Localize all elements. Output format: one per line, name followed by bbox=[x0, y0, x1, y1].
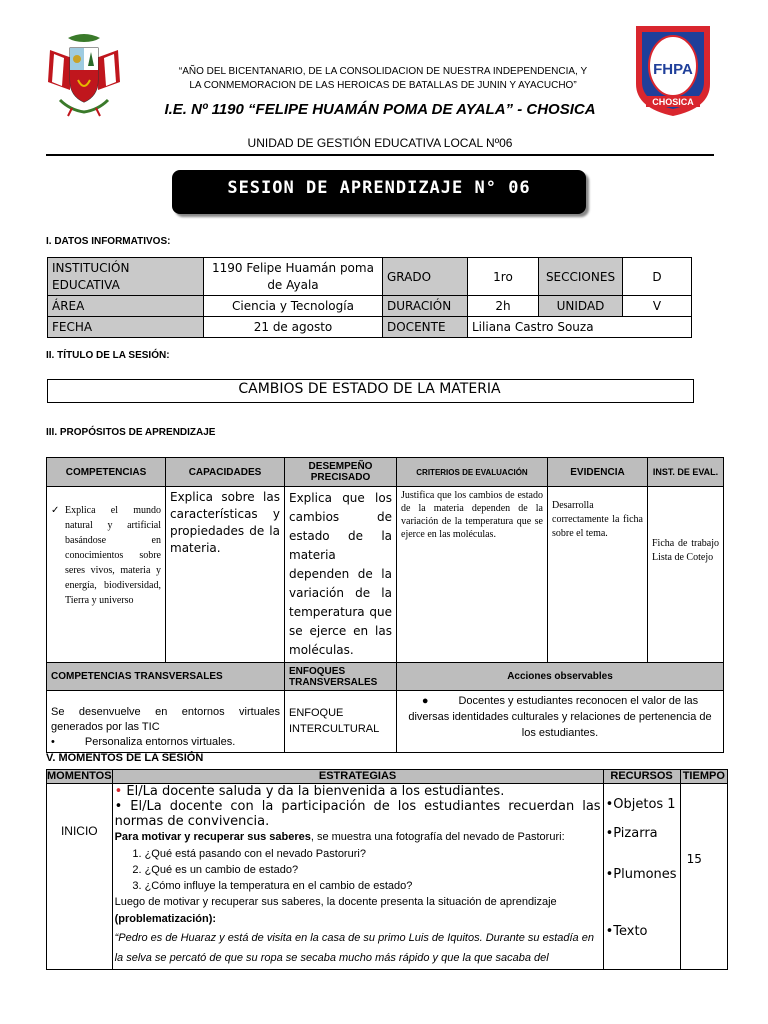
peru-coat-of-arms bbox=[42, 30, 126, 120]
header-enfoques-transversales: ENFOQUES TRANSVERSALES bbox=[285, 663, 397, 691]
header-momentos: MOMENTOS bbox=[47, 770, 112, 782]
criterio-text: Justifica que los cambios de estado de la materia dependen de la variación de la temperatura que se ejerce en las moléculas. bbox=[397, 487, 548, 663]
header-acciones-observables: Acciones observables bbox=[397, 663, 724, 691]
strategy-3: Para motivar y recuperar sus saberes, se muestra una fotografía del nevado de Pastoruri: bbox=[114, 831, 565, 843]
question-list bbox=[115, 846, 601, 894]
competencia-cell bbox=[47, 487, 166, 663]
instrumento-text: Ficha de trabajo Lista de Cotejo bbox=[648, 487, 724, 663]
year-line-2: LA CONMEMORACION DE LAS HEROICAS DE BATALLAS DE JUNIN Y AYACUCHO” bbox=[189, 80, 577, 91]
unidad-value: V bbox=[623, 296, 692, 317]
propositos-table bbox=[46, 457, 724, 753]
competencia-text: Explica el mundo natural y artificial basándose en conocimientos sobre seres vivos, materia y energía, biodiversidad, Tierra y universo bbox=[65, 505, 161, 606]
school-name: I.E. Nº 1190 “FELIPE HUAMÁN POMA DE AYALA” - CHOSICA bbox=[164, 101, 596, 118]
recurso-objetos: •Objetos 1 bbox=[605, 797, 676, 812]
accion-observable: Docentes y estudiantes reconocen el valor de las diversas identidades culturales y relaciones de pertenencia de los estudiantes. bbox=[408, 695, 712, 739]
area-label: ÁREA bbox=[48, 296, 204, 317]
header-competencias: COMPETENCIAS bbox=[47, 458, 166, 487]
bullet-icon: • bbox=[51, 736, 55, 748]
secciones-value: D bbox=[623, 258, 692, 296]
header-divider bbox=[46, 154, 714, 156]
header-recursos: RECURSOS bbox=[603, 770, 680, 784]
fecha-value: 21 de agosto bbox=[204, 317, 383, 338]
school-logo bbox=[632, 22, 714, 118]
strategy-4-bold: (problematización): bbox=[114, 913, 217, 925]
year-motto bbox=[150, 65, 616, 93]
grado-label: GRADO bbox=[383, 258, 468, 296]
header-criterios: CRITERIOS DE EVALUACIÓN bbox=[397, 458, 548, 487]
strategy-4: Luego de motivar y recuperar sus saberes, la docente presenta la situación de aprendizaje bbox=[114, 896, 557, 908]
logo-letters: FHPA bbox=[653, 61, 693, 78]
enfoque-text: ENFOQUE INTERCULTURAL bbox=[285, 691, 397, 753]
duracion-value: 2h bbox=[468, 296, 539, 317]
logo-text: CHOSICA bbox=[652, 97, 694, 107]
section-momentos-heading: V. MOMENTOS DE LA SESIÓN bbox=[46, 752, 204, 764]
capacidad-text: Explica sobre las características y propiedades de la materia. bbox=[166, 487, 285, 663]
situation-text: “Pedro es de Huaraz y está de visita en la casa de su primo Luis de Iquitos. Durante su estadía en la selva se percató de que su ropa se secaba mucho más rápido y que la que sacaba del bbox=[114, 932, 594, 964]
duracion-label: DURACIÓN bbox=[383, 296, 468, 317]
header-evidencia: EVIDENCIA bbox=[548, 458, 648, 487]
fecha-label: FECHA bbox=[48, 317, 204, 338]
header-inst-eval: INST. DE EVAL. bbox=[648, 458, 724, 487]
tiempo-value: 15 bbox=[680, 784, 727, 970]
question-2: 2. ¿Qué es un cambio de estado? bbox=[145, 862, 601, 878]
desempeno-text: Explica que los cambios de estado de la materia dependen de la variación de la temperatura que se ejerce en las moléculas. bbox=[285, 487, 397, 663]
year-line-1: “AÑO DEL BICENTANARIO, DE LA CONSOLIDACION DE NUESTRA INDEPENDENCIA, Y bbox=[178, 66, 588, 77]
header-tiempo: TIEMPO bbox=[680, 770, 727, 784]
recurso-pizarra: •Pizarra bbox=[605, 826, 658, 841]
strategy-2: • El/La docente con la participación de los estudiantes recuerdan las normas de convivencia. bbox=[114, 799, 601, 829]
header-estrategias: ESTRATEGIAS bbox=[112, 770, 603, 784]
transversal-cell bbox=[47, 691, 285, 753]
header-competencias-transversales: COMPETENCIAS TRANSVERSALES bbox=[47, 663, 285, 691]
recursos-cell bbox=[603, 784, 680, 970]
docente-value: Liliana Castro Souza bbox=[468, 317, 692, 338]
evidencia-text: Desarrolla correctamente la ficha sobre el tema. bbox=[548, 487, 648, 663]
ugel-title: UNIDAD DE GESTIÓN EDUCATIVA LOCAL Nº06 bbox=[247, 136, 513, 150]
section-propositos-heading: III. PROPÓSITOS DE APRENDIZAJE bbox=[46, 427, 216, 438]
institucion-label: INSTITUCIÓN EDUCATIVA bbox=[48, 258, 204, 296]
check-icon: ✓ bbox=[51, 505, 60, 516]
secciones-label: SECCIONES bbox=[539, 258, 623, 296]
question-1: 1. ¿Qué está pasando con el nevado Pastoruri? bbox=[145, 846, 601, 862]
question-3: 3. ¿Cómo influye la temperatura en el cambio de estado? bbox=[145, 878, 601, 894]
momentos-table bbox=[46, 769, 728, 970]
transversal-2: Personaliza entornos virtuales. bbox=[84, 736, 236, 748]
section-titulo-heading: II. TÍTULO DE LA SESIÓN: bbox=[46, 350, 170, 361]
strategy-1: • El/La docente saluda y da la bienvenida a los estudiantes. bbox=[114, 784, 505, 799]
header-desempeno: DESEMPEÑO PRECISADO bbox=[285, 458, 397, 487]
recurso-plumones: •Plumones bbox=[605, 867, 677, 882]
institucion-value: 1190 Felipe Huamán poma de Ayala bbox=[204, 258, 383, 296]
area-value: Ciencia y Tecnología bbox=[204, 296, 383, 317]
session-title: SESION DE APRENDIZAJE N° 06 bbox=[227, 178, 531, 198]
grado-value: 1ro bbox=[468, 258, 539, 296]
transversal-1: Se desenvuelve en entornos virtuales generados por las TIC bbox=[51, 706, 280, 733]
recurso-texto: •Texto bbox=[605, 924, 648, 939]
unidad-label: UNIDAD bbox=[539, 296, 623, 317]
section-datos-heading: I. DATOS INFORMATIVOS: bbox=[46, 236, 171, 247]
header-capacidades: CAPACIDADES bbox=[166, 458, 285, 487]
session-topic: CAMBIOS DE ESTADO DE LA MATERIA bbox=[238, 381, 501, 397]
estrategias-cell bbox=[112, 784, 603, 970]
docente-label: DOCENTE bbox=[383, 317, 468, 338]
momento-inicio: INICIO bbox=[47, 784, 113, 970]
accion-text: ● Docentes y estudiantes reconocen el valor de las diversas identidades culturales y relaciones de pertenencia de los estudiantes. bbox=[397, 691, 724, 753]
datos-table bbox=[47, 257, 692, 338]
